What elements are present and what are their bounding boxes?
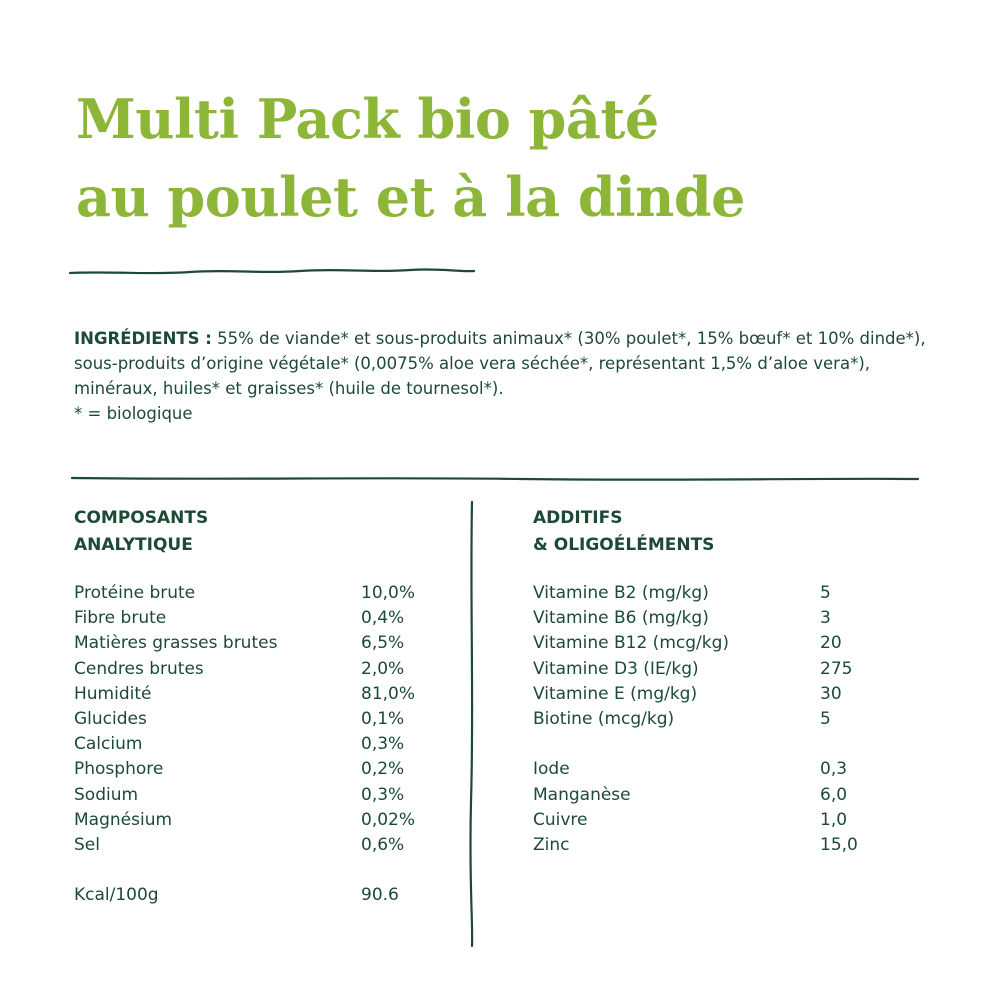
title-line-2: au poulet et à la dinde — [76, 165, 746, 229]
table-row — [533, 682, 858, 707]
analytical-heading-line-2: ANALYTIQUE — [74, 535, 193, 555]
row-name: Calcium — [74, 734, 143, 755]
row-name: Manganèse — [533, 784, 631, 805]
additives-table — [533, 581, 858, 858]
table-row — [74, 657, 415, 682]
energy-row — [74, 883, 415, 908]
row-value: 0,4% — [361, 608, 405, 629]
table-row — [74, 732, 415, 757]
row-name: Vitamine B12 (mcg/kg) — [533, 633, 730, 654]
energy-value: 90.6 — [361, 885, 399, 906]
row-value: 15,0 — [820, 834, 858, 855]
row-value: 0,1% — [361, 708, 405, 729]
table-row — [74, 833, 415, 858]
row-name: Vitamine E (mg/kg) — [533, 683, 698, 704]
row-name: Protéine brute — [74, 583, 196, 603]
row-value: 10,0% — [361, 583, 416, 603]
column-divider — [466, 502, 478, 948]
section-divider — [72, 472, 920, 486]
row-value: 3 — [820, 608, 831, 629]
row-value: 0,3% — [361, 734, 405, 755]
row-value: 2,0% — [361, 658, 405, 679]
table-row — [74, 631, 415, 656]
row-value: 81,0% — [361, 683, 416, 704]
ingredients-label: INGRÉDIENTS : — [74, 329, 212, 348]
row-name: Zinc — [533, 834, 570, 855]
row-name: Glucides — [74, 708, 147, 729]
row-value: 1,0 — [820, 809, 848, 830]
additives-heading-line-2: & OLIGOÉLÉMENTS — [533, 535, 715, 555]
analytical-table — [74, 581, 415, 908]
row-name: Fibre brute — [74, 608, 167, 629]
row-name: Vitamine B2 (mg/kg) — [533, 583, 709, 603]
row-value: 20 — [820, 633, 842, 654]
row-value: 6,5% — [361, 633, 405, 654]
row-value: 5 — [820, 583, 831, 603]
row-name: Sel — [74, 834, 100, 855]
table-row — [533, 657, 858, 682]
row-name: Magnésium — [74, 809, 173, 830]
row-value: 0,3% — [361, 784, 405, 805]
additives-heading-line-1: ADDITIFS — [533, 508, 623, 528]
table-row — [533, 631, 858, 656]
table-row — [74, 682, 415, 707]
row-name: Vitamine B6 (mg/kg) — [533, 608, 709, 629]
row-value: 5 — [820, 708, 831, 729]
row-value: 6,0 — [820, 784, 848, 805]
table-row — [74, 783, 415, 808]
row-name: Vitamine D3 (IE/kg) — [533, 658, 699, 679]
table-row — [533, 606, 858, 631]
row-name: Biotine (mcg/kg) — [533, 708, 675, 729]
ingredients-paragraph — [74, 326, 934, 401]
energy-name: Kcal/100g — [74, 885, 159, 906]
table-row — [74, 581, 415, 606]
row-name: Matières grasses brutes — [74, 633, 278, 654]
row-value: 0,02% — [361, 809, 416, 830]
row-value: 275 — [820, 658, 853, 679]
row-name: Cuivre — [533, 809, 588, 830]
table-row — [533, 808, 858, 833]
table-row — [74, 606, 415, 631]
table-row — [533, 757, 858, 782]
additives-heading — [533, 505, 714, 559]
row-value: 0,2% — [361, 759, 405, 780]
ingredients-block — [74, 326, 934, 426]
table-row — [533, 783, 858, 808]
row-name: Iode — [533, 759, 570, 780]
table-row — [74, 707, 415, 732]
table-row — [533, 833, 858, 858]
row-name: Phosphore — [74, 759, 164, 780]
row-name: Humidité — [74, 683, 152, 704]
ingredients-text: 55% de viande* et sous-produits animaux* (30% poulet*, 15% bœuf* et 10% dinde*), sous-produits d’origine végétale* (0,0075% aloe vera séchée*, représentant 1,5% d’aloe vera*), minéraux, huiles* et graisses* (huile de tournesol*). — [74, 329, 926, 398]
row-value: 30 — [820, 683, 842, 704]
row-name: Sodium — [74, 784, 139, 805]
table-row — [533, 581, 858, 606]
organic-note: * = biologique — [74, 404, 193, 423]
title-line-1: Multi Pack bio pâté — [76, 87, 659, 151]
row-name: Cendres brutes — [74, 658, 204, 679]
product-title — [76, 80, 745, 236]
title-divider — [70, 264, 475, 280]
analytical-heading-line-1: COMPOSANTS — [74, 508, 209, 528]
row-value: 0,3 — [820, 759, 848, 780]
row-value: 0,6% — [361, 834, 405, 855]
table-row — [74, 808, 415, 833]
table-row — [533, 707, 858, 732]
analytical-heading — [74, 505, 208, 559]
table-row — [74, 757, 415, 782]
